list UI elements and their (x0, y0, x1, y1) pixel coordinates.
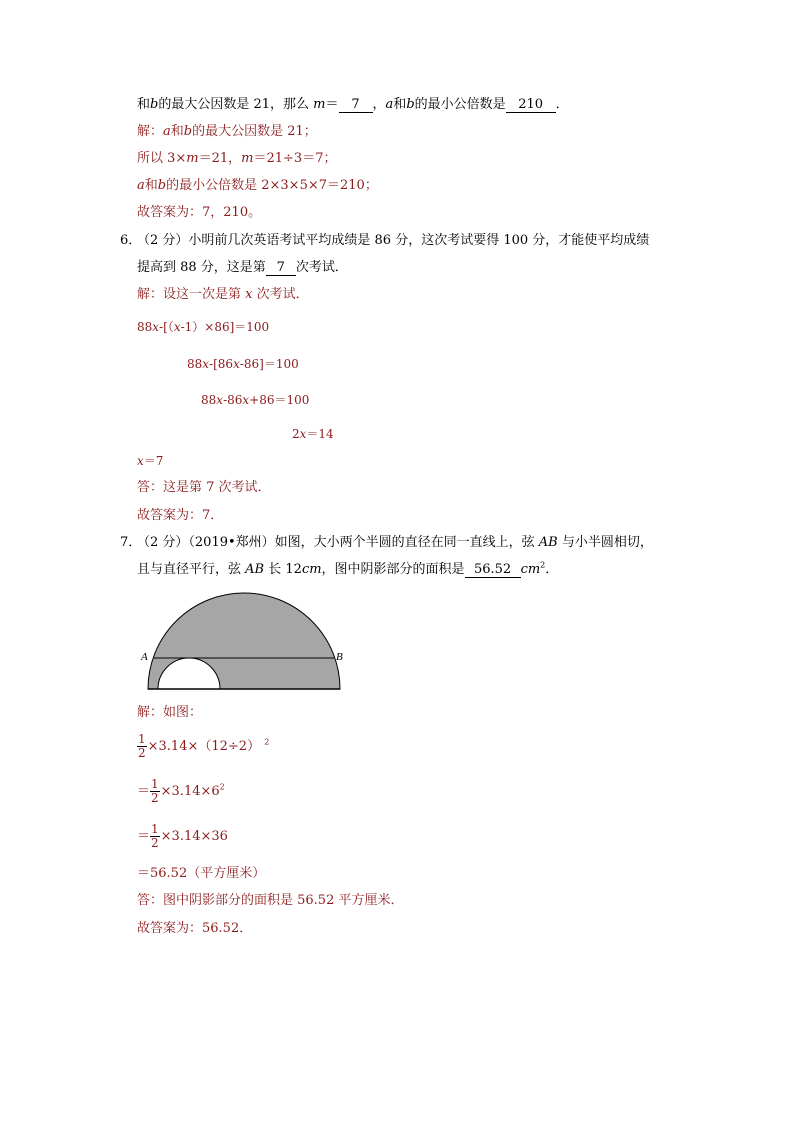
q6-equation: x＝7 (137, 454, 164, 468)
q6-final-answer: 故答案为：7． (137, 508, 224, 523)
q7-solution-step: ＝ $\frac{1}{2}$ ×3.14×36 (137, 822, 228, 850)
q6-equation: 88x-[（x-1）×86]＝100 (137, 320, 270, 334)
q7-stem-line: 且与直径平行，弦 AB 长 12cm，图中阴影部分的面积是 56.52 $cm^2$． (137, 560, 559, 577)
label-b: B (336, 651, 343, 663)
q7-solution-step: ＝56.52（平方厘米） (137, 866, 266, 881)
semicircle-diagram (138, 585, 353, 695)
q5-solution-line: 解：a和b的最大公因数是 21； (137, 124, 317, 139)
q5-solution-line: 所以 3×m＝21，m＝21÷3＝7； (137, 151, 337, 166)
answer-blank: 7 (339, 97, 373, 113)
q6-equation: 88x-[86x-86]＝100 (187, 357, 299, 371)
q6-answer-sentence: 答：这是第 7 次考试． (137, 480, 271, 495)
q6-equation: 2x＝14 (292, 427, 334, 441)
q7-final-answer: 故答案为：56.52． (137, 921, 253, 936)
q6-stem-line: 提高到 88 分，这是第 7 次考试． (137, 260, 348, 275)
q6-stem-line: （2 分）小明前几次英语考试平均成绩是 86 分，这次考试要得 100 分，才能使平均成绩 (137, 233, 650, 248)
q5-stem-line: 和b的最大公因数是 21，那么 m＝ 7 ，a和b的最小公倍数是 210 ． (137, 97, 569, 112)
q6-number: 6． (120, 233, 142, 248)
q7-solution-intro: 解：如图： (137, 705, 203, 720)
q6-solution-line: 解：设这一次是第 x 次考试． (137, 287, 309, 302)
q7-number: 7． (120, 535, 142, 550)
label-a: A (141, 651, 148, 663)
q7-answer-sentence: 答：图中阴影部分的面积是 56.52 平方厘米． (137, 893, 404, 908)
q5-final-answer: 故答案为：7，210。 (137, 205, 262, 220)
answer-blank: 210 (506, 97, 556, 113)
q7-stem-line: （2 分）（2019•郑州）如图，大小两个半圆的直径在同一直线上，弦 AB 与小半圆相切， (137, 535, 653, 550)
fraction: $\frac{1}{2}$ (151, 822, 159, 850)
q6-equation: 88x-86x+86＝100 (201, 393, 310, 407)
q5-solution-line: a和b的最小公倍数是 2×3×5×7＝210； (137, 178, 378, 193)
answer-blank: 56.52 (465, 562, 521, 578)
fraction: $\frac{1}{2}$ (138, 732, 146, 760)
q7-solution-step: ＝ $\frac{1}{2}$ $\times 3.14\times 6^2$ (137, 777, 225, 805)
fraction: $\frac{1}{2}$ (151, 777, 159, 805)
answer-blank: 7 (266, 260, 296, 276)
q7-solution-step: $\frac{1}{2}$ ×3.14×（12÷2） $^2$ (138, 732, 270, 760)
